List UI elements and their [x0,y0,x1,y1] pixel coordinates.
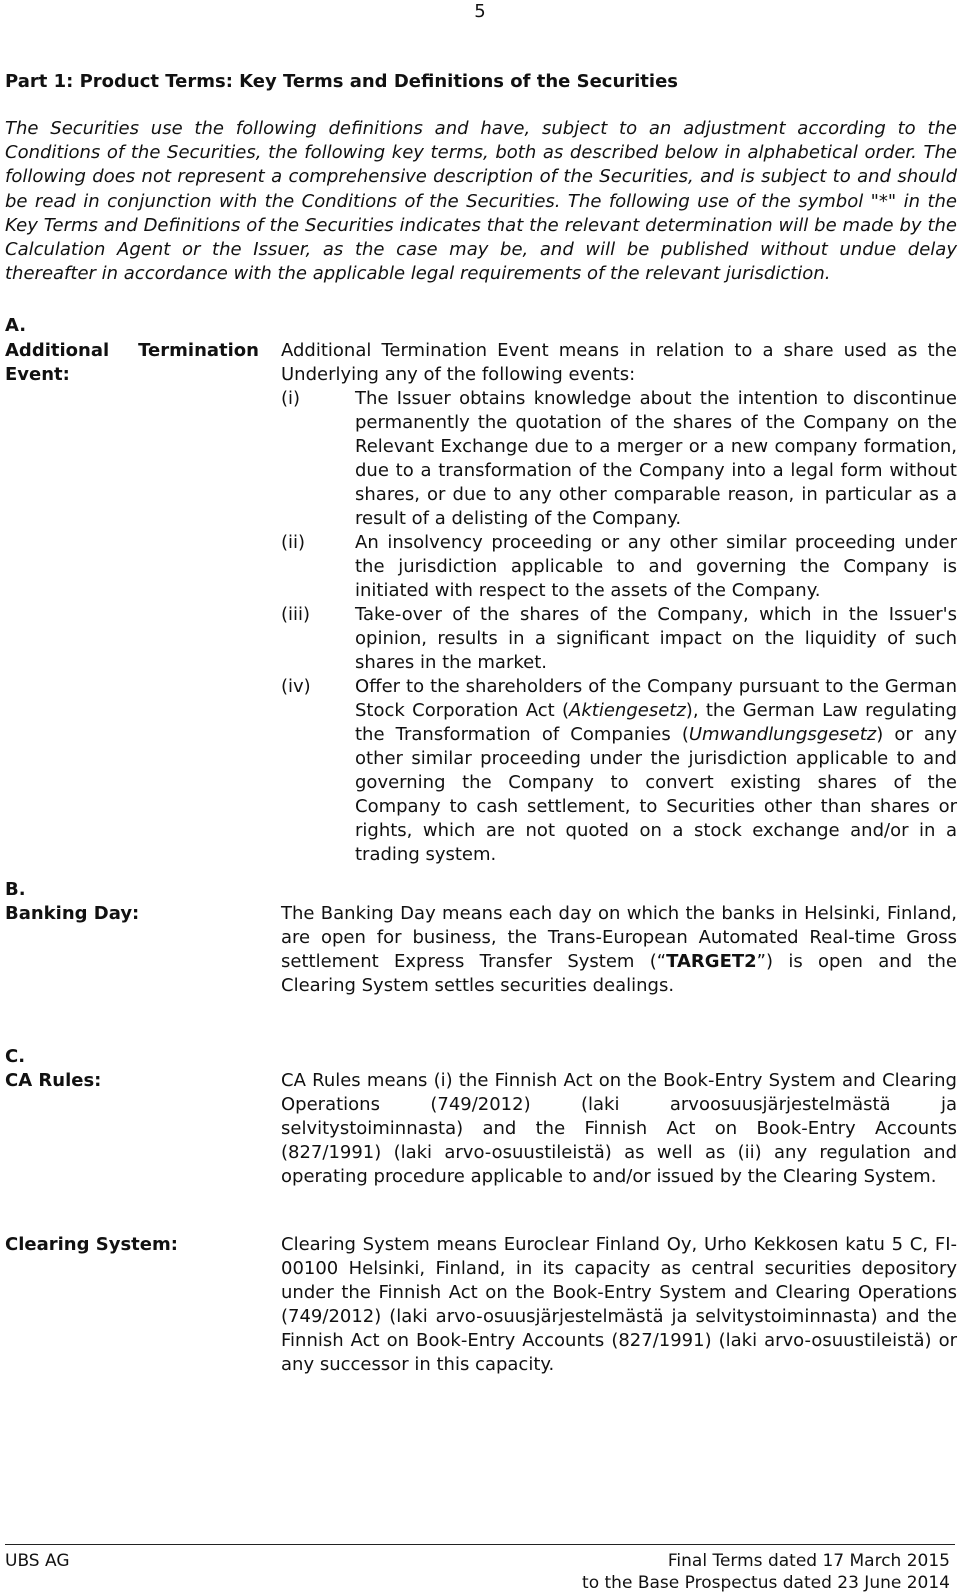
part-title: Part 1: Product Terms: Key Terms and Definitions of the Securities [5,71,679,92]
list-item [281,603,957,675]
item-text: The Issuer obtains knowledge about the intention to discontinue permanently the quotation of the shares of the Company on the Relevant Exchange due to a merger or a new company formation, due to a transformation of the Company into a legal form without shares, or due to any other comparable reason, in particular as a result of a delisting of the Company. [355,388,957,529]
list-item [281,675,957,867]
item-text-part: ), the German Law regulating the Transformation of Companies ( [355,700,957,745]
footer-final-terms [582,1550,950,1594]
definition-additional-termination-event [281,339,957,867]
section-a-letter: A. [5,315,27,336]
definition-text-part: ”) is open and the Clearing System settles securities dealings. [281,951,957,996]
footer-final-terms-date: Final Terms dated 17 March 2015 [667,1551,950,1571]
term-banking-day: Banking Day: [5,903,140,924]
footer-divider [5,1544,955,1545]
italic-law-name: Umwandlungsgesetz [688,724,877,745]
term-additional-termination-event [5,339,259,387]
term-line-2: Event: [5,364,70,385]
definition-text-part: The Banking Day means each day on which the banks in Helsinki, Finland, are open for business, the Trans-European Automated Real-time Gross settlement Express Transfer System (“ [281,903,957,972]
definition-banking-day [281,902,957,998]
item-number: (iv) [281,676,311,697]
item-number: (iii) [281,604,311,625]
term-line-1: Additional Termination [5,340,259,361]
item-number: (i) [281,388,301,409]
intro-paragraph: The Securities use the following definitions and have, subject to an adjustment according to the Conditions of the Securities, the following key terms, both as described below in alphabetical order. The following does not represent a comprehensive description of the Securities, and is subject to and should be read in conjunction with the Conditions of the Securities. The following use of the symbol "*" in the Key Terms and Definitions of the Securities indicates that the relevant determination will be made by the Calculation Agent or the Issuer, as the case may be, and will be published without undue delay thereafter in accordance with the applicable legal requirements of the relevant jurisdiction. [5,118,957,285]
item-text-part: ) or any other similar proceeding under the jurisdiction applicable to and governing the Company to convert existing shares of the Company to cash settlement, to Securities other than shares or rights, which are not quoted on a stock exchange and/or in a trading system. [355,724,957,865]
target2-bold: TARGET2 [666,951,757,972]
list-item [281,531,957,603]
event-list [281,387,957,867]
item-text [355,676,957,865]
item-text: Take-over of the shares of the Company, which in the Issuer's opinion, results in a significant impact on the liquidity of such shares in the market. [355,604,957,673]
definition-ca-rules: CA Rules means (i) the Finnish Act on the Book-Entry System and Clearing Operations (749/2012) (laki arvoosuusjärjestelmästä ja selvitystoiminnasta) and the Finnish Act on Book-Entry Accounts (827/1991) (laki arvo-osuustileistä) as well as (ii) any regulation and operating procedure applicable to and/or issued by the Clearing System. [281,1070,957,1187]
page-number: 5 [474,1,486,22]
definition-intro: Additional Termination Event means in relation to a share used as the Underlying any of the following events: [281,340,957,385]
italic-law-name: Aktiengesetz [569,700,686,721]
term-clearing-system: Clearing System: [5,1234,178,1255]
section-b-letter: B. [5,879,26,900]
footer-issuer: UBS AG [5,1551,70,1571]
term-ca-rules: CA Rules: [5,1070,102,1091]
item-text: An insolvency proceeding or any other similar proceeding under the jurisdiction applicable to and governing the Company is initiated with respect to the assets of the Company. [355,532,957,601]
item-text-part: Offer to the shareholders of the Company pursuant to the German Stock Corporation Act ( [355,676,957,721]
item-number: (ii) [281,532,306,553]
section-c-letter: C. [5,1046,26,1067]
list-item [281,387,957,531]
footer-base-prospectus-date: to the Base Prospectus dated 23 June 2014 [582,1573,950,1593]
definition-clearing-system: Clearing System means Euroclear Finland Oy, Urho Kekkosen katu 5 C, FI-00100 Helsinki, Finland, in its capacity as central securities depository under the Finnish Act on the Book-Entry System and Clearing Operations (749/2012) (laki arvo-osuusjärjestelmästä ja selvitystoiminnasta) and the Finnish Act on Book-Entry Accounts (827/1991) (laki arvo-osuustileistä) or any successor in this capacity. [281,1234,957,1375]
